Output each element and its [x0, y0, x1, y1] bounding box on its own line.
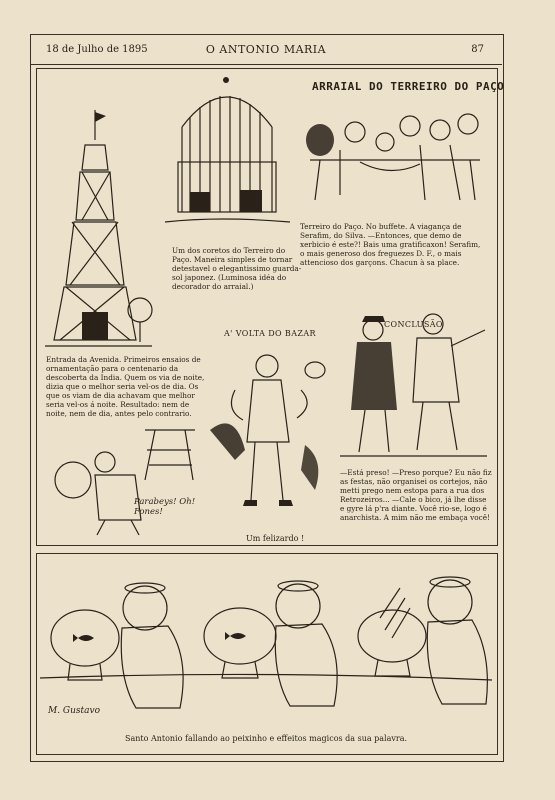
header-date: 18 de Julho de 1895 [46, 44, 148, 55]
artist-signature: M. Gustavo [48, 706, 101, 716]
bazar-title: A' VOLTA DO BAZAR [224, 329, 316, 338]
conclusao-text: —Está preso! —Preso porque? Eu não fiz as festas, não organisei os cortejos, não metti prego nem estopa para a rua dos Retrozeiros... —Cale o bico, já lhe disse e gyre lá p'ra diante. Você rio-se, logo é anarchista. A mim não me embaça você! [340, 468, 492, 522]
header-page-number: 87 [471, 44, 484, 55]
bottom-caption: Santo Antonio fallando ao peixinho e effeitos magicos da sua palavra. [124, 734, 408, 743]
santo-antonio-fishbowls-illustration [40, 558, 492, 728]
buffet-caption: Terreiro do Paço. No buffete. A viagança de Serafim, do Silva. —Entonces, que demo de xerbicio é este?! Bais uma gratificaxon! Serafim, o mais generoso dos freguezes D. F., o mais attencioso dos garçons. Chacun à sa place. [300, 222, 481, 267]
arraial-title: ARRAIAL DO TERREIRO DO PAÇO [312, 80, 505, 93]
coreto-caption: Um dos coretos do Terreiro do Paço. Maneira simples de tornar detestavel o elegantissimo guarda-sol japonez. (Luminosa idéa do decorador do arraial.) [172, 246, 302, 291]
conclusao-title: CONCLUSÃO [384, 320, 443, 329]
bazar-man-illustration [205, 350, 330, 525]
avenida-caption: Entrada da Avenida. Primeiros ensaios de ornamentação para o centenario da descoberta da India. Quem os via de noite, dizia que o melhor seria vel-os de dia. Os que os viam de dia achavam que melhor seria vel-os á noite. Resultado: nem de noite, nem de dia, antes pelo contrario. [46, 355, 205, 418]
buffet-scene-illustration [300, 100, 490, 212]
tower-carrier-illustration [45, 420, 210, 538]
coreto-cage-illustration [160, 72, 295, 227]
page-header [30, 34, 502, 65]
header-title: O ANTONIO MARIA [205, 43, 327, 56]
felizardo-caption: Um felizardo ! [246, 534, 305, 543]
conclusao-arrest-illustration [335, 312, 493, 460]
avenida-tower-illustration [40, 100, 160, 352]
speech-bubble-text: Parabeys! Oh! Fones! [134, 497, 196, 517]
